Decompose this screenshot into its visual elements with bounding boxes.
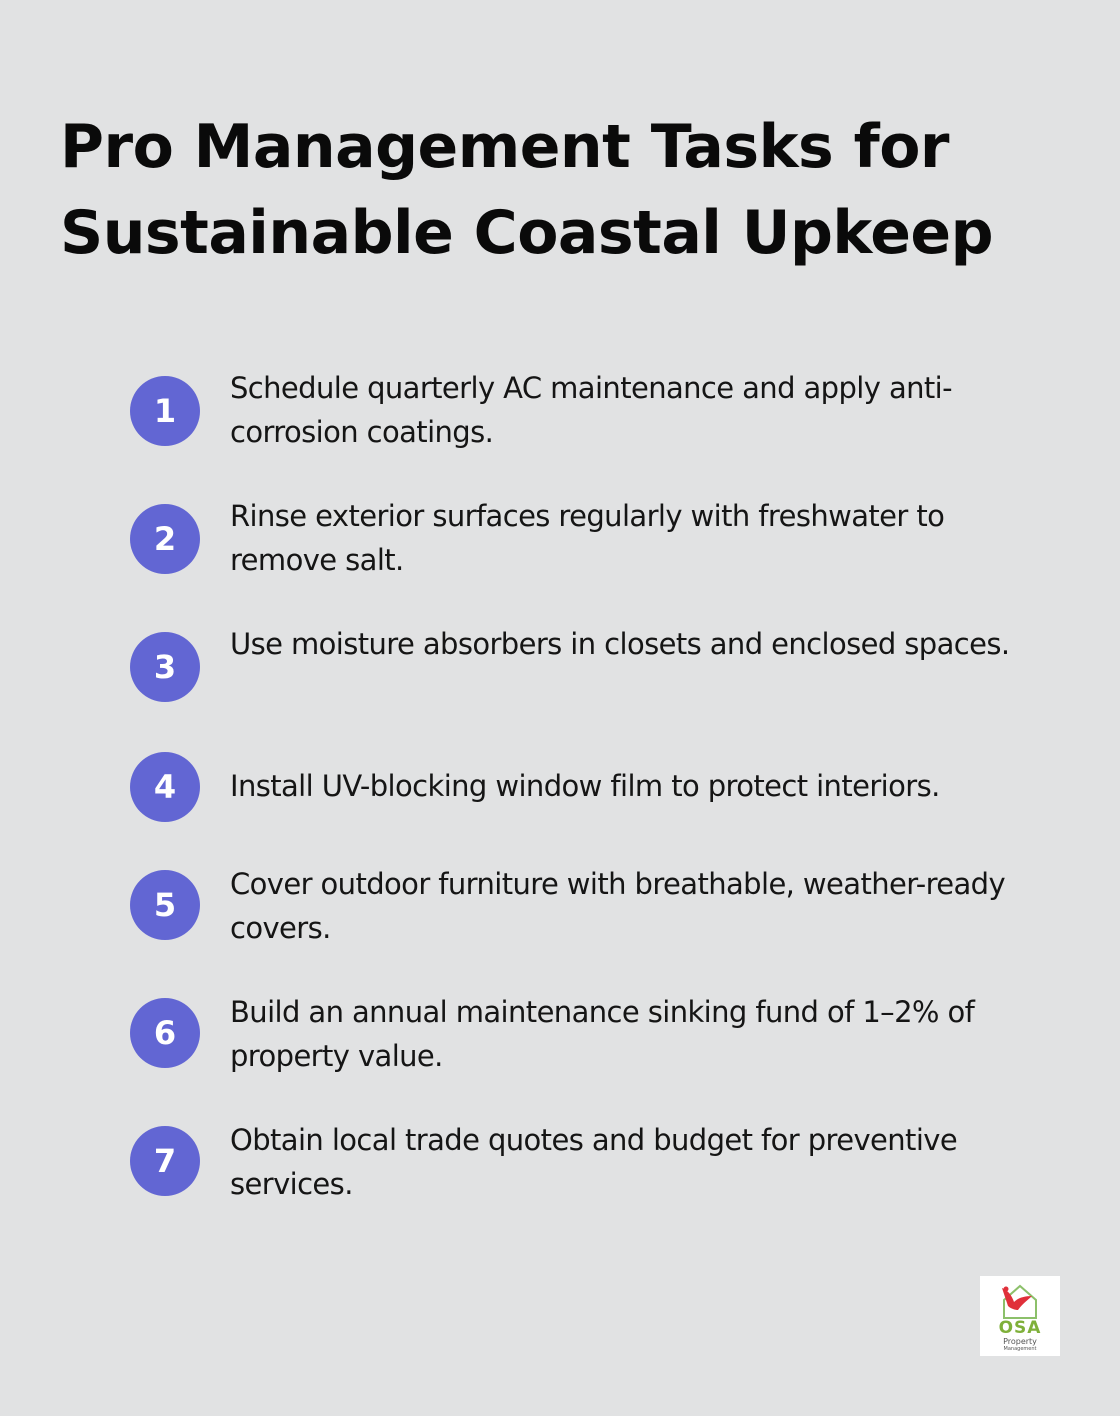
company-logo	[980, 1276, 1060, 1356]
step-text: Cover outdoor furniture with breathable, weather-ready covers.	[230, 867, 1006, 945]
step-number-badge: 6	[130, 998, 200, 1068]
step-number-badge: 1	[130, 376, 200, 446]
bird-house-icon	[998, 1280, 1042, 1320]
logo-name: OSA	[998, 1318, 1042, 1338]
step-number-badge: 3	[130, 632, 200, 702]
task-list	[130, 0, 1050, 1416]
logo-subtitle: Property	[1003, 1337, 1037, 1346]
step-number-badge: 7	[130, 1126, 200, 1196]
step-text: Obtain local trade quotes and budget for preventive services.	[230, 1123, 958, 1201]
step-number-badge: 4	[130, 752, 200, 822]
step-text: Schedule quarterly AC maintenance and apply anti-corrosion coatings.	[230, 371, 952, 449]
step-text: Rinse exterior surfaces regularly with freshwater to remove salt.	[230, 499, 945, 577]
step-text: Install UV-blocking window film to protect interiors.	[230, 769, 940, 803]
step-text: Build an annual maintenance sinking fund of 1–2% of property value.	[230, 995, 975, 1073]
step-text: Use moisture absorbers in closets and enclosed spaces.	[230, 627, 1010, 661]
step-number-badge: 5	[130, 870, 200, 940]
logo-subtitle: Management	[1003, 1346, 1037, 1352]
page-title: Pro Management Tasks for Sustainable Coastal Upkeep	[60, 112, 994, 268]
step-number-badge: 2	[130, 504, 200, 574]
